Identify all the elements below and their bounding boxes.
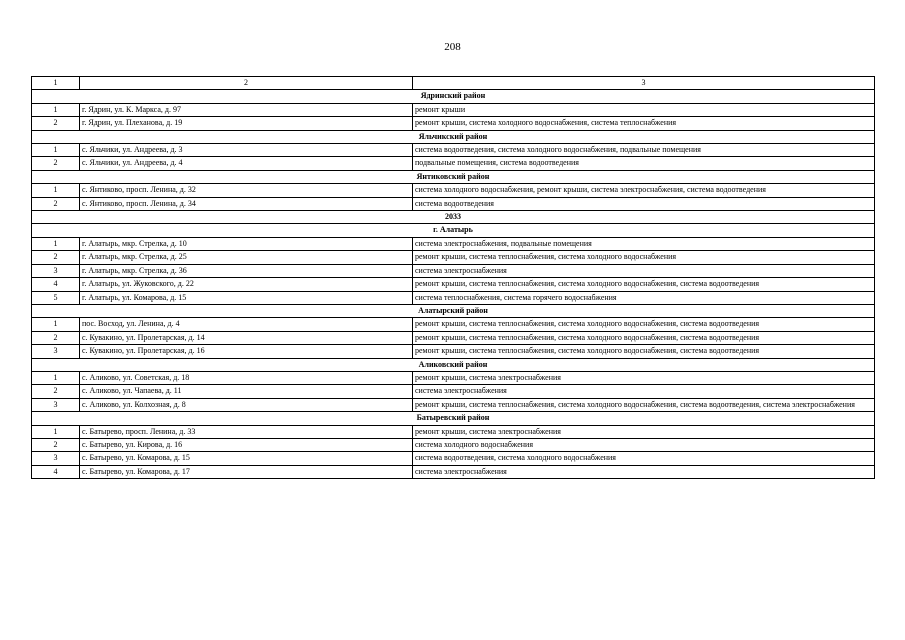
section-row [32, 224, 875, 237]
row-number: 1 [32, 425, 80, 438]
section-title: Янтиковский район [32, 170, 875, 183]
row-work-types: система теплоснабжения, система горячего водоснабжения [413, 291, 875, 304]
repair-schedule-table [31, 76, 875, 479]
table-row [32, 264, 875, 277]
section-row [32, 412, 875, 425]
section-row [32, 170, 875, 183]
row-address: г. Ядрин, ул. Плеханова, д. 19 [80, 117, 413, 130]
table-row [32, 345, 875, 358]
row-address: с. Кувакино, ул. Пролетарская, д. 14 [80, 331, 413, 344]
row-address: г. Алатырь, мкр. Стрелка, д. 25 [80, 251, 413, 264]
row-work-types: система водоотведения [413, 197, 875, 210]
row-number: 2 [32, 385, 80, 398]
column-header-address: 2 [80, 77, 413, 90]
row-number: 3 [32, 452, 80, 465]
column-number-row [32, 77, 875, 90]
row-work-types: ремонт крыши, система теплоснабжения, система холодного водоснабжения, система водоотведения [413, 331, 875, 344]
row-address: с. Янтиково, просп. Ленина, д. 34 [80, 197, 413, 210]
table-row [32, 103, 875, 116]
row-number: 1 [32, 371, 80, 384]
row-work-types: система электроснабжения [413, 385, 875, 398]
row-number: 2 [32, 251, 80, 264]
section-title: г. Алатырь [32, 224, 875, 237]
row-number: 3 [32, 345, 80, 358]
table-row [32, 251, 875, 264]
section-title: 2033 [32, 211, 875, 224]
table-row [32, 398, 875, 411]
row-number: 1 [32, 144, 80, 157]
table-row [32, 157, 875, 170]
row-work-types: ремонт крыши, система теплоснабжения, система холодного водоснабжения, система водоотведения [413, 345, 875, 358]
row-work-types: ремонт крыши, система холодного водоснабжения, система теплоснабжения [413, 117, 875, 130]
row-work-types: ремонт крыши, система электроснабжения [413, 371, 875, 384]
section-row [32, 358, 875, 371]
row-work-types: система электроснабжения [413, 264, 875, 277]
section-title: Яльчикский район [32, 130, 875, 143]
row-address: пос. Восход, ул. Ленина, д. 4 [80, 318, 413, 331]
row-work-types: система холодного водоснабжения, ремонт крыши, система электроснабжения, система водоотведения [413, 184, 875, 197]
row-work-types: система электроснабжения, подвальные помещения [413, 237, 875, 250]
row-address: с. Яльчики, ул. Андреева, д. 3 [80, 144, 413, 157]
table-row [32, 318, 875, 331]
table-row [32, 237, 875, 250]
section-title: Алатырский район [32, 304, 875, 317]
row-address: с. Батырево, просп. Ленина, д. 33 [80, 425, 413, 438]
table-row [32, 371, 875, 384]
row-address: г. Алатырь, мкр. Стрелка, д. 36 [80, 264, 413, 277]
section-row [32, 90, 875, 103]
row-work-types: ремонт крыши, система теплоснабжения, система холодного водоснабжения [413, 251, 875, 264]
row-work-types: ремонт крыши [413, 103, 875, 116]
row-work-types: система водоотведения, система холодного водоснабжения, подвальные помещения [413, 144, 875, 157]
row-work-types: система электроснабжения [413, 465, 875, 478]
table-row [32, 117, 875, 130]
table-row [32, 452, 875, 465]
row-number: 3 [32, 398, 80, 411]
row-number: 2 [32, 117, 80, 130]
section-title: Ядринский район [32, 90, 875, 103]
row-address: г. Алатырь, ул. Комарова, д. 15 [80, 291, 413, 304]
row-address: с. Аликово, ул. Советская, д. 18 [80, 371, 413, 384]
row-address: с. Батырево, ул. Кирова, д. 16 [80, 438, 413, 451]
row-address: г. Ядрин, ул. К. Маркса, д. 97 [80, 103, 413, 116]
row-work-types: ремонт крыши, система теплоснабжения, система холодного водоснабжения, система водоотведения [413, 278, 875, 291]
table-row [32, 278, 875, 291]
row-work-types: система водоотведения, система холодного водоснабжения [413, 452, 875, 465]
row-address: с. Янтиково, просп. Ленина, д. 32 [80, 184, 413, 197]
table-body [32, 77, 875, 479]
row-address: с. Батырево, ул. Комарова, д. 15 [80, 452, 413, 465]
row-number: 5 [32, 291, 80, 304]
table-row [32, 144, 875, 157]
row-address: г. Алатырь, ул. Жуковского, д. 22 [80, 278, 413, 291]
row-number: 1 [32, 237, 80, 250]
page-number: 208 [444, 41, 461, 53]
row-number: 1 [32, 184, 80, 197]
row-work-types: ремонт крыши, система теплоснабжения, система холодного водоснабжения, система водоотведения [413, 318, 875, 331]
row-number: 4 [32, 465, 80, 478]
row-number: 4 [32, 278, 80, 291]
table-row [32, 291, 875, 304]
row-number: 2 [32, 331, 80, 344]
column-header-work-type: 3 [413, 77, 875, 90]
row-address: г. Алатырь, мкр. Стрелка, д. 10 [80, 237, 413, 250]
row-address: с. Аликово, ул. Чапаева, д. 11 [80, 385, 413, 398]
row-number: 2 [32, 197, 80, 210]
table-row [32, 331, 875, 344]
row-number: 2 [32, 157, 80, 170]
row-number: 3 [32, 264, 80, 277]
table-row [32, 425, 875, 438]
table-row [32, 438, 875, 451]
row-address: с. Аликово, ул. Колхозная, д. 8 [80, 398, 413, 411]
table-row [32, 184, 875, 197]
section-row [32, 130, 875, 143]
row-number: 2 [32, 438, 80, 451]
section-title: Аликовский район [32, 358, 875, 371]
section-title: Батыревский район [32, 412, 875, 425]
table-row [32, 465, 875, 478]
row-address: с. Яльчики, ул. Андреева, д. 4 [80, 157, 413, 170]
table-row [32, 385, 875, 398]
row-work-types: ремонт крыши, система электроснабжения [413, 425, 875, 438]
row-number: 1 [32, 318, 80, 331]
row-address: с. Кувакино, ул. Пролетарская, д. 16 [80, 345, 413, 358]
row-address: с. Батырево, ул. Комарова, д. 17 [80, 465, 413, 478]
section-row [32, 304, 875, 317]
row-number: 1 [32, 103, 80, 116]
row-work-types: подвальные помещения, система водоотведения [413, 157, 875, 170]
table-row [32, 197, 875, 210]
row-work-types: система холодного водоснабжения [413, 438, 875, 451]
section-row [32, 211, 875, 224]
column-header-number: 1 [32, 77, 80, 90]
row-work-types: ремонт крыши, система теплоснабжения, система холодного водоснабжения, система водоотведения, система электроснабжения [413, 398, 875, 411]
